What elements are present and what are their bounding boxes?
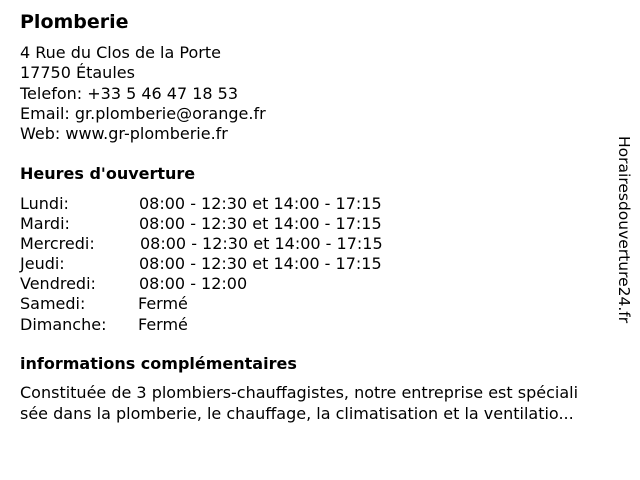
- day-label: Mardi:: [20, 214, 70, 234]
- address-street: 4 Rue du Clos de la Porte: [20, 43, 221, 62]
- website: Web: www.gr-plomberie.fr: [20, 124, 228, 144]
- hours-row-sunday: [20, 315, 440, 335]
- day-label: Samedi:: [20, 294, 86, 314]
- day-label: Dimanche:: [20, 314, 107, 334]
- day-label: Vendredi:: [20, 274, 96, 294]
- address-city: 17750 Étaules: [20, 63, 135, 83]
- time-value: 08:00 - 12:30 et 14:00 - 17:15: [139, 214, 382, 234]
- business-name: Plomberie: [20, 11, 129, 33]
- hours-row-saturday: [20, 294, 440, 314]
- time-value: Fermé: [138, 294, 188, 314]
- info-heading: informations complémentaires: [20, 354, 297, 373]
- time-value: 08:00 - 12:30 et 14:00 - 17:15: [140, 234, 383, 254]
- watermark-text: Horairesdouverture24.fr: [615, 136, 633, 324]
- day-label: Mercredi:: [20, 234, 95, 254]
- watermark: [612, 136, 636, 346]
- description-line: Constituée de 3 plombiers-chauffagistes, notre entreprise est spéciali: [20, 383, 579, 402]
- hours-row-monday: [20, 194, 440, 214]
- time-value: 08:00 - 12:30 et 14:00 - 17:15: [139, 194, 382, 213]
- hours-heading: Heures d'ouverture: [20, 164, 196, 183]
- opening-hours-table: [20, 194, 440, 335]
- time-value: 08:00 - 12:30 et 14:00 - 17:15: [139, 254, 382, 274]
- description-text: [20, 382, 630, 424]
- hours-row-friday: [20, 274, 440, 294]
- description-line: sée dans la plomberie, le chauffage, la climatisation et la ventilatio...: [20, 404, 574, 423]
- hours-row-tuesday: [20, 214, 440, 234]
- day-label: Jeudi:: [20, 254, 65, 274]
- day-label: Lundi:: [20, 194, 69, 213]
- phone-number: Telefon: +33 5 46 47 18 53: [20, 83, 239, 103]
- time-value: Fermé: [138, 314, 188, 334]
- hours-row-thursday: [20, 254, 440, 274]
- time-value: 08:00 - 12:00: [139, 274, 248, 294]
- hours-row-wednesday: [20, 234, 440, 254]
- contact-block: [20, 43, 266, 144]
- email-address: Email: gr.plomberie@orange.fr: [20, 103, 266, 123]
